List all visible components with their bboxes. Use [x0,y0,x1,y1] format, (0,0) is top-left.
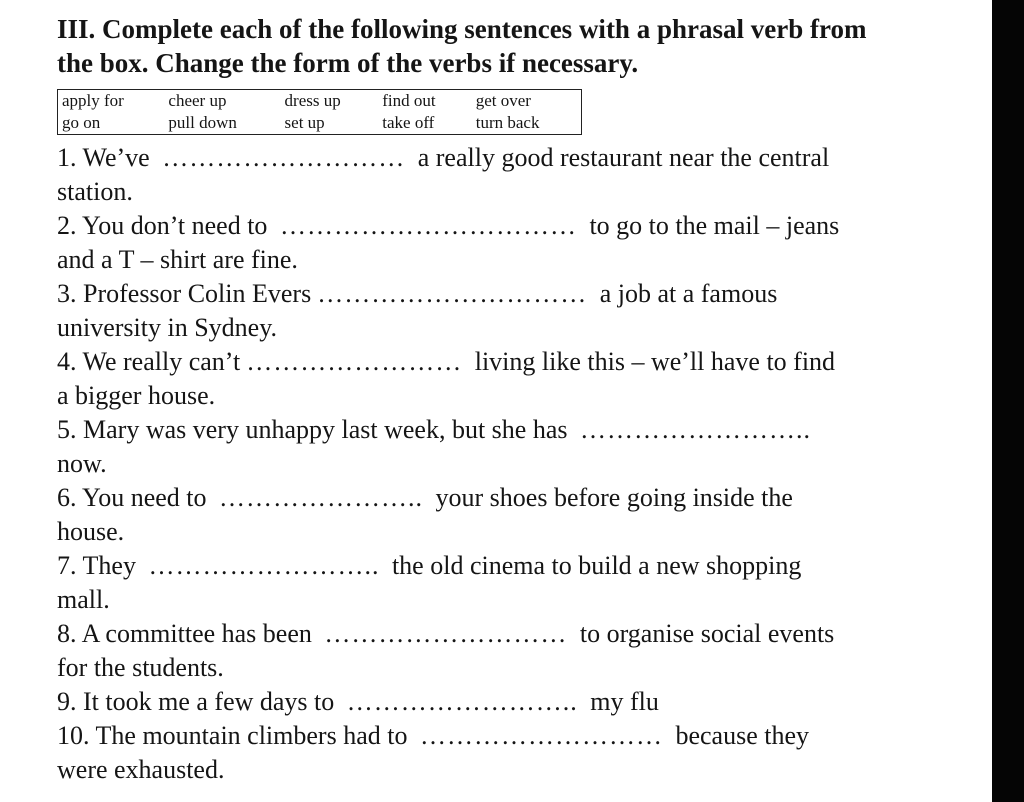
question-text: my flu [590,687,659,716]
question-text: 10. The mountain climbers had to [57,721,408,750]
title-line-2: the box. Change the form of the verbs if necessary. [57,48,639,78]
question-text: your shoes before going inside the [435,483,793,512]
question-text: 8. A committee has been [57,619,312,648]
question-2 [57,209,957,277]
answer-blank[interactable]: …………………….. [580,415,811,444]
answer-blank[interactable]: …………………………… [279,211,577,240]
question-line [57,141,957,175]
question-continuation: and a T – shirt are fine. [57,245,298,274]
verb-cell: cheer up [168,91,227,110]
verb-cell: apply for [62,91,124,110]
answer-blank[interactable]: ……………………… [419,721,663,750]
question-text: 3. Professor Colin Evers [57,279,312,308]
question-continuation: were exhausted. [57,755,225,784]
question-line [57,209,957,243]
question-text: the old cinema to build a new shopping [391,551,802,580]
question-7 [57,549,957,617]
title-line-1: III. Complete each of the following sentences with a phrasal verb from [57,14,867,44]
question-line [57,617,957,651]
verb-cell: take off [382,113,435,132]
verb-box-row [58,90,582,113]
question-4 [57,345,957,413]
verb-cell: find out [382,91,436,110]
verb-cell: pull down [168,113,237,132]
question-continuation: university in Sydney. [57,313,278,342]
answer-blank[interactable]: ……………………… [162,143,406,172]
question-text: 5. Mary was very unhappy last week, but she has [57,415,568,444]
question-text: 1. We’ve [57,143,150,172]
worksheet [57,12,957,787]
question-text: 7. They [57,551,136,580]
question-continuation: mall. [57,585,110,614]
question-line [57,481,957,515]
question-6 [57,481,957,549]
question-line [57,685,957,719]
answer-blank[interactable]: ………………………… [317,279,588,308]
verb-cell: get over [475,91,531,110]
phrasal-verb-box [57,89,582,135]
answer-blank[interactable]: …………………… [246,347,463,376]
question-text: to go to the mail – jeans [589,211,840,240]
question-continuation: a bigger house. [57,381,216,410]
question-3 [57,277,957,345]
verb-cell: go on [62,113,101,132]
verb-cell: dress up [284,91,341,110]
answer-blank[interactable]: ………………….. [219,483,424,512]
question-line [57,413,957,447]
exercise-title [57,12,957,80]
question-line [57,345,957,379]
answer-blank[interactable]: …………………….. [148,551,380,580]
question-5 [57,413,957,481]
question-continuation: house. [57,517,125,546]
question-text: to organise social events [579,619,835,648]
question-continuation: station. [57,177,133,206]
question-text: 6. You need to [57,483,207,512]
question-1 [57,141,957,209]
verb-box-row [58,112,582,135]
right-edge-bar [992,0,1024,802]
answer-blank[interactable]: ……………………… [324,619,568,648]
answer-blank[interactable]: …………………….. [346,687,578,716]
question-continuation: now. [57,449,107,478]
question-text: 4. We really can’t [57,347,241,376]
verb-cell: set up [284,113,325,132]
question-line [57,719,957,753]
verb-cell: turn back [475,113,540,132]
question-line [57,549,957,583]
question-text: because they [675,721,810,750]
question-text: a really good restaurant near the central [417,143,830,172]
question-10 [57,719,957,787]
question-continuation: for the students. [57,653,224,682]
question-text: living like this – we’ll have to find [474,347,836,376]
question-8 [57,617,957,685]
question-text: 9. It took me a few days to [57,687,335,716]
question-line [57,277,957,311]
question-9 [57,685,957,719]
question-text: 2. You don’t need to [57,211,268,240]
question-text: a job at a famous [599,279,778,308]
